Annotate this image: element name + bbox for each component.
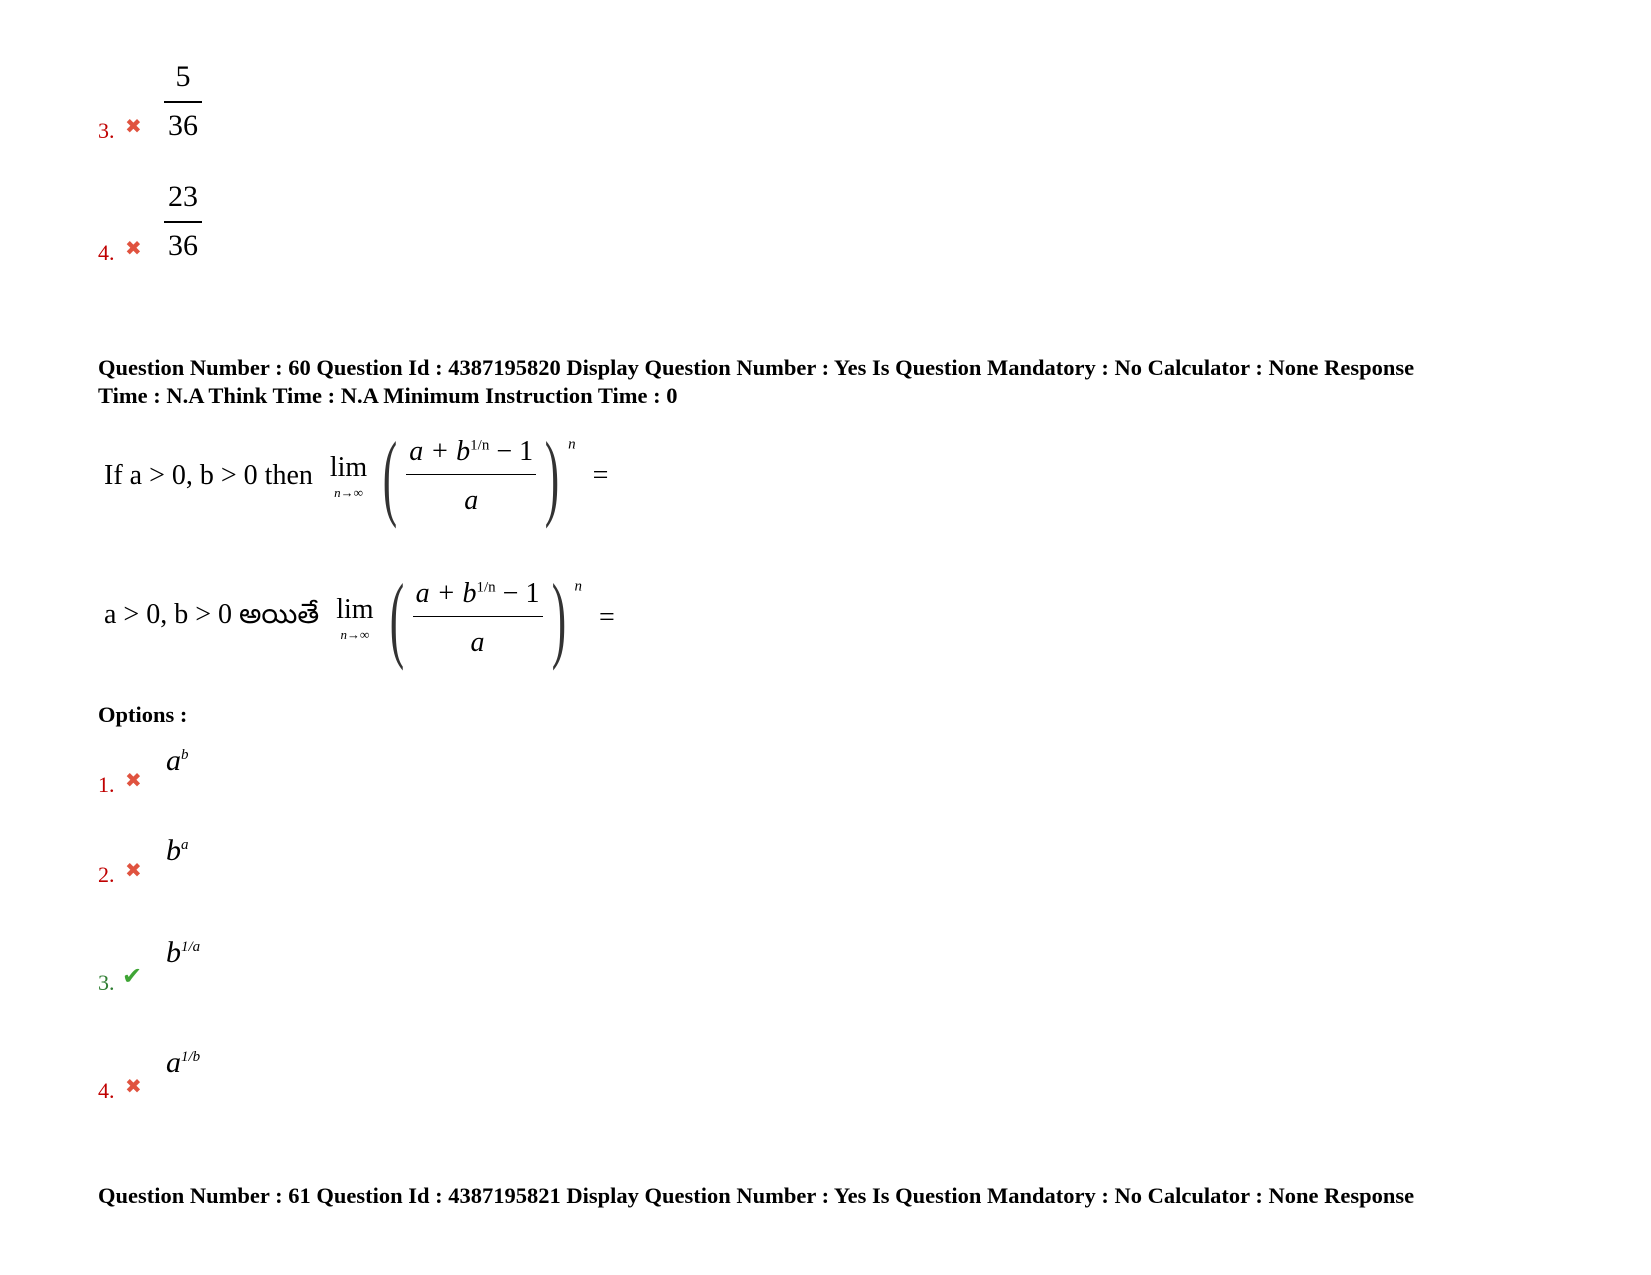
fraction-denominator: 36	[168, 109, 198, 142]
wrong-icon: ✖	[125, 768, 142, 792]
denominator: a	[470, 626, 485, 658]
equals-sign: =	[598, 602, 615, 633]
limit-operator	[329, 451, 368, 500]
option-expression	[166, 744, 189, 778]
option-fraction	[164, 62, 202, 141]
fraction-bar	[164, 221, 202, 223]
option-expression	[166, 936, 200, 970]
fraction-bar	[406, 474, 536, 475]
right-paren: )	[551, 564, 566, 671]
meta-line-1: Question Number : 60 Question Id : 4387195820 Display Question Number : Yes Is Question Mandatory : No Calculator : None Response	[98, 355, 1415, 380]
option-number: 3.	[98, 970, 115, 995]
question-english-equation	[104, 422, 609, 529]
numerator-exponent: 1/n	[470, 437, 490, 454]
option-expression	[166, 1046, 200, 1080]
meta-line-2: Time : N.A Think Time : N.A Minimum Instruction Time : 0	[98, 383, 678, 408]
question-telugu-equation	[104, 564, 615, 671]
expression-exponent: b	[181, 747, 189, 763]
denominator: a	[464, 484, 479, 516]
equation-fraction	[406, 436, 536, 517]
equals-sign: =	[592, 460, 609, 491]
numerator-exponent: 1/n	[476, 579, 496, 596]
expression-base: b	[166, 834, 181, 867]
numerator: a + b	[409, 435, 471, 467]
equation-prefix: If a > 0, b > 0 then	[104, 460, 313, 491]
option-number: 1.	[98, 772, 115, 797]
wrong-icon: ✖	[125, 236, 142, 260]
power: n	[568, 436, 576, 453]
limit-label: lim	[329, 451, 368, 483]
limit-subscript: n→∞	[340, 626, 370, 642]
fraction-bar	[164, 101, 202, 103]
equation-fraction	[413, 578, 543, 659]
expression-base: a	[166, 1046, 181, 1079]
question-61-meta	[98, 1182, 1578, 1210]
expression-exponent: a	[181, 837, 189, 853]
option-number: 2.	[98, 862, 115, 887]
expression-base: b	[166, 936, 181, 969]
question-60-meta	[98, 354, 1578, 410]
left-paren: (	[389, 564, 404, 671]
option-number: 3.	[98, 118, 115, 143]
meta-line-1: Question Number : 61 Question Id : 4387195821 Display Question Number : Yes Is Question Mandatory : No Calculator : None Response	[98, 1183, 1415, 1208]
fraction-bar	[413, 616, 543, 617]
power: n	[574, 578, 582, 595]
right-paren: )	[544, 422, 560, 529]
expression-exponent: 1/b	[181, 1049, 201, 1065]
fraction-denominator: 36	[168, 229, 198, 262]
expression-base: a	[166, 744, 181, 777]
correct-icon: ✔	[122, 962, 143, 990]
fraction-numerator: 5	[175, 60, 191, 93]
limit-subscript: n→∞	[334, 484, 363, 500]
left-paren: (	[383, 422, 398, 529]
option-number: 4.	[98, 240, 115, 265]
numerator-tail: − 1	[495, 577, 540, 609]
limit-label: lim	[336, 593, 374, 625]
option-expression	[166, 834, 189, 868]
limit-operator	[336, 593, 374, 642]
wrong-icon: ✖	[125, 858, 142, 882]
numerator: a + b	[415, 577, 477, 609]
equation-prefix: a > 0, b > 0 అయితే	[104, 599, 320, 630]
numerator-tail: − 1	[489, 435, 534, 467]
options-label: Options :	[98, 702, 188, 727]
wrong-icon: ✖	[125, 114, 142, 138]
wrong-icon: ✖	[125, 1074, 142, 1098]
option-fraction	[164, 182, 202, 261]
option-number: 4.	[98, 1078, 115, 1103]
fraction-numerator: 23	[168, 180, 198, 213]
expression-exponent: 1/a	[181, 939, 201, 955]
